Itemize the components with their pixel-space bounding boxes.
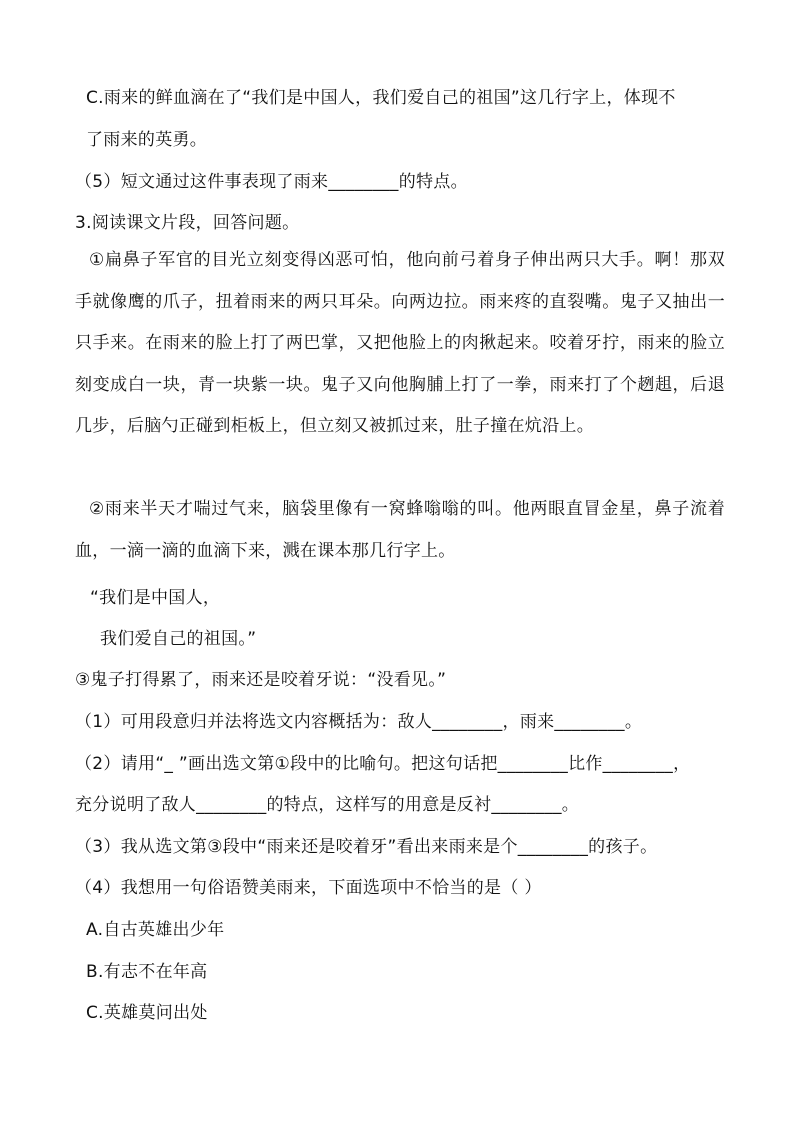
passage-paragraph-2: ②雨来半天才喘过气来，脑袋里像有一窝蜂嗡嗡的叫。他两眼直冒金星，鼻子流着血，一滴一滴的血滴下来，溅在课本那几行字上。 bbox=[75, 499, 725, 561]
option-b: B.有志不在年高 bbox=[86, 962, 208, 982]
option-c: C.英雄莫问出处 bbox=[86, 1003, 208, 1023]
passage-quote-line1: “我们是中国人， bbox=[90, 588, 221, 608]
option-a: A.自古英雄出少年 bbox=[86, 920, 225, 940]
option-c-line2: 了雨来的英勇。 bbox=[86, 130, 208, 150]
sub-question-3: （3）我从选文第③段中“雨来还是咬着牙”看出来雨来是个________的孩子。 bbox=[75, 837, 658, 857]
option-c-line1: C.雨来的鲜血滴在了“我们是中国人，我们爱自己的祖国”这几行字上，体现不 bbox=[86, 88, 676, 108]
sub-question-1: （1）可用段意归并法将选文内容概括为：敌人________，雨来________。 bbox=[75, 712, 643, 732]
sub-question-4: （4）我想用一句俗语赞美雨来，下面选项中不恰当的是（ ） bbox=[75, 878, 542, 898]
passage-paragraph-3: ③鬼子打得累了，雨来还是咬着牙说：“没看见。” bbox=[75, 670, 447, 690]
question-3-heading: 3.阅读课文片段，回答问题。 bbox=[75, 213, 300, 233]
question-5: （5）短文通过这件事表现了雨来________的特点。 bbox=[75, 172, 468, 192]
passage-quote-line2: 我们爱自己的祖国。” bbox=[100, 629, 257, 649]
sub-question-2-line1: （2）请用“_ ”画出选文第①段中的比喻句。把这句话把________比作________， bbox=[75, 754, 691, 774]
passage-paragraph-1: ①扁鼻子军官的目光立刻变得凶恶可怕，他向前弓着身子伸出两只大手。啊！那双手就像鹰的爪子，扭着雨来的两只耳朵。向两边拉。雨来疼的直裂嘴。鬼子又抽出一只手来。在雨来的脸上打了两巴掌，又把他脸上的肉揪起来。咬着牙拧，雨来的脸立刻变成白一块，青一块紫一块。鬼子又向他胸脯上打了一拳，雨来打了个趔趄，后退几步，后脑勺正碰到柜板上，但立刻又被抓过来，肚子撞在炕沿上。 bbox=[75, 250, 725, 436]
sub-question-2-line2: 充分说明了敌人________的特点，这样写的用意是反衬________。 bbox=[75, 795, 580, 815]
